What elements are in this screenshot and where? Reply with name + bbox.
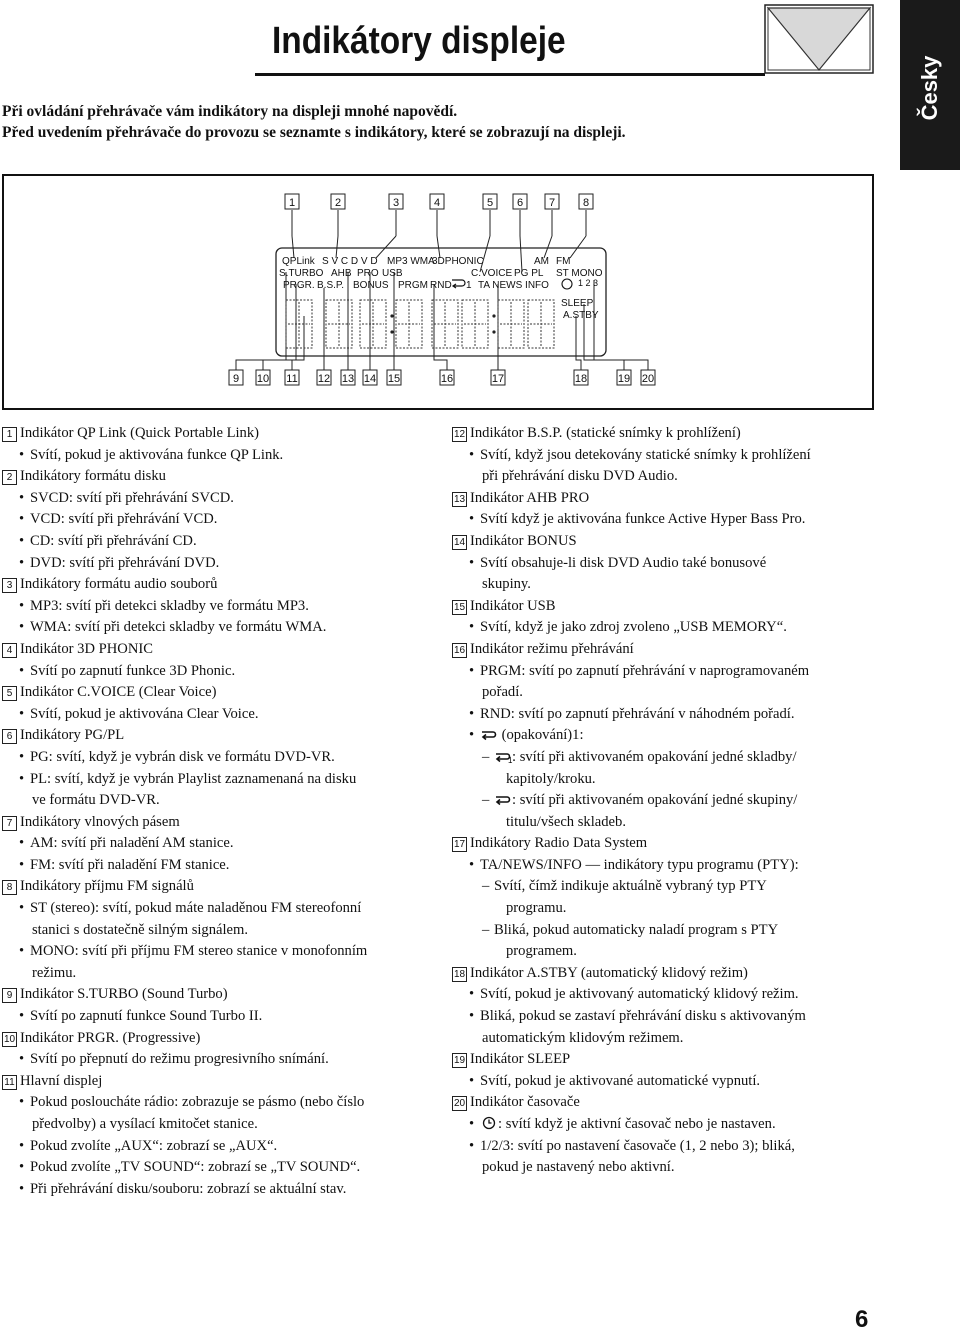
bullet-dot: •: [469, 1072, 475, 1089]
item-text: Pokud posloucháte rádio: zobrazuje se pásmo (nebo číslo: [30, 1094, 365, 1111]
bullet-item: [452, 1006, 882, 1028]
bullet-item: [452, 509, 882, 531]
item-text: ST (stereo): svítí, pokud máte naladěnou FM stereofonní: [30, 900, 362, 917]
item-text: WMA: svítí při detekci skladby ve formátu WMA.: [30, 619, 327, 636]
item-text: kapitoly/kroku.: [506, 770, 596, 787]
bullet-dot: •: [469, 1008, 475, 1025]
dash-continuation: [452, 941, 882, 963]
item-text: Indikátor S.TURBO (Sound Turbo): [20, 986, 228, 1003]
language-tab: [900, 0, 960, 170]
bullet-dot: •: [19, 748, 25, 765]
callout-number: 5: [486, 197, 494, 209]
callout-number: 16: [453, 644, 466, 656]
indicator-heading: [2, 682, 432, 704]
item-text: Svítí, když je jako zdroj zvoleno „USB MEMORY“.: [480, 619, 787, 636]
indicator-heading: [2, 984, 432, 1006]
bullet-item: [452, 553, 882, 575]
bullet-item: [2, 445, 432, 467]
callout-number: 5: [2, 686, 17, 701]
bullet-item: [2, 553, 432, 575]
bullet-dot: •: [19, 705, 25, 722]
callout-number: 7: [2, 816, 17, 831]
bullet-continuation: [452, 466, 882, 488]
bullet-item: [2, 1157, 432, 1179]
indicator-heading: [2, 574, 432, 596]
dash-item: [452, 920, 882, 942]
indicator-heading: [452, 596, 882, 618]
bullet-item: [2, 833, 432, 855]
item-text: ve formátu DVD-VR.: [32, 792, 160, 809]
dash-mark: –: [482, 792, 490, 809]
bullet-item: [452, 1114, 882, 1136]
bullet-dot: •: [19, 856, 25, 873]
bullet-item: [452, 617, 882, 639]
left-column: [2, 423, 432, 1200]
item-text: VCD: svítí při přehrávání VCD.: [30, 511, 218, 528]
dash-continuation: [452, 769, 882, 791]
bullet-dot: •: [469, 511, 475, 528]
item-text: Indikátor B.S.P. (statické snímky k prohlížení): [470, 425, 741, 441]
bullet-item: [452, 1136, 882, 1158]
indicator-heading: [2, 423, 432, 445]
item-text: Indikátor SLEEP: [470, 1051, 571, 1068]
item-text: Indikátor QP Link (Quick Portable Link): [20, 425, 259, 441]
bullet-item: [452, 704, 882, 726]
item-text: PRGM: svítí po zapnutí přehrávání v naprogramovaném: [480, 662, 810, 679]
item-text: pokud je nastavený nebo aktivní.: [482, 1159, 675, 1176]
indicator-heading: [2, 1071, 432, 1093]
bullet-continuation: [452, 574, 882, 596]
repeat-icon: [480, 727, 498, 741]
ahb-label: AHB: [331, 268, 352, 279]
item-text: Svítí, pokud je aktivována funkce QP Link.: [30, 446, 284, 463]
colon-dot: [390, 314, 393, 317]
bullet-item: [2, 704, 432, 726]
colon-dot: [492, 330, 495, 333]
callout-number: 17: [491, 373, 505, 385]
bullet-dot: •: [469, 1137, 475, 1154]
bullet-dot: •: [19, 446, 25, 463]
dash-item: [452, 876, 882, 898]
bullet-continuation: [452, 1157, 882, 1179]
bullet-dot: •: [469, 727, 475, 744]
bullet-item: [2, 898, 432, 920]
callout-number: 9: [232, 373, 240, 385]
bullet-dot: •: [19, 619, 25, 636]
rds-label: TA NEWS INFO: [478, 280, 549, 291]
colon-dot: [492, 314, 495, 317]
timer-label: 1 2 3: [578, 278, 599, 288]
bullet-item: [2, 1049, 432, 1071]
qplink-label: QPLink: [282, 256, 315, 267]
indicator-heading: [452, 531, 882, 553]
callout-number: 1: [288, 197, 296, 209]
bullet-item: [452, 725, 882, 747]
item-text: Svítí po zapnutí funkce 3D Phonic.: [30, 662, 236, 679]
bullet-dot: •: [19, 1180, 25, 1197]
item-text: TA/NEWS/INFO — indikátory typu programu (PTY):: [480, 856, 799, 873]
callout-number: 4: [433, 197, 441, 209]
callout-number: 16: [440, 373, 454, 385]
am-label: AM: [534, 256, 549, 267]
bullet-item: [452, 984, 882, 1006]
item-text: Indikátor PRGR. (Progressive): [20, 1029, 201, 1046]
bullet-dot: •: [469, 705, 475, 722]
bullet-dot: •: [469, 446, 475, 463]
indicator-heading: [452, 423, 882, 445]
item-text: Pokud zvolíte „TV SOUND“: zobrazí se „TV SOUND“.: [30, 1159, 361, 1176]
bullet-continuation: [452, 1028, 882, 1050]
display-diagram: [2, 174, 874, 410]
callout-number: 12: [453, 429, 466, 440]
indicator-heading: [2, 725, 432, 747]
bullet-item: [452, 661, 882, 683]
pg-pl-label: PG PL: [514, 268, 544, 279]
item-text: Indikátory formátu disku: [20, 468, 166, 485]
callout-number: 10: [256, 373, 270, 385]
colon-dot: [390, 330, 393, 333]
repeat-one-label: 1: [466, 280, 472, 291]
astby-label: A.STBY: [563, 310, 599, 321]
item-text: 1/2/3: svítí po nastavení časovače (1, 2 nebo 3); bliká,: [480, 1137, 795, 1154]
intro-line: Při ovládání přehrávače vám indikátory na displeji mnohé napovědí.: [2, 103, 458, 120]
bullet-dot: •: [19, 554, 25, 571]
mp3-wma-label: MP3 WMA: [387, 256, 435, 267]
callout-number: 17: [453, 839, 466, 851]
bullet-dot: •: [19, 900, 25, 917]
indicator-heading: [2, 812, 432, 834]
callout-number: 13: [453, 493, 466, 505]
item-text: Svítí po zapnutí funkce Sound Turbo II.: [30, 1008, 263, 1025]
item-text: stanici s dostatečně silným signálem.: [32, 921, 249, 938]
callout-number: 3: [392, 197, 400, 209]
item-text: Indikátory PG/PL: [20, 727, 125, 744]
callout-number: 6: [2, 729, 17, 744]
callout-number: 19: [617, 373, 631, 385]
callout-number: 4: [2, 643, 17, 658]
item-text: Indikátor 3D PHONIC: [20, 640, 153, 657]
callout-number: 2: [2, 470, 17, 485]
item-text: FM: svítí při naladění FM stanice.: [30, 856, 230, 873]
bullet-dot: •: [469, 856, 475, 873]
item-text: Bliká, pokud automaticky naladí program s PTY: [494, 921, 779, 938]
bullet-dot: •: [19, 662, 25, 679]
dash-item: [452, 790, 882, 812]
item-text: Indikátor A.STBY (automatický klidový režim): [470, 964, 748, 981]
bullet-item: [2, 747, 432, 769]
st-mono-label: ST MONO: [556, 268, 603, 279]
sturbo-label: S.TURBO: [279, 268, 324, 279]
callout-number: 9: [2, 988, 17, 1003]
intro-text: [2, 101, 872, 143]
item-text: Hlavní displej: [20, 1072, 103, 1089]
bullet-dot: •: [19, 1137, 25, 1154]
callout-number: 11: [286, 373, 298, 385]
bullet-item: [2, 617, 432, 639]
item-text: PG: svítí, když je vybrán disk ve formátu DVD-VR.: [30, 748, 335, 765]
item-text: Při přehrávání disku/souboru: zobrazí se aktuální stav.: [30, 1180, 347, 1197]
dash-mark: –: [482, 878, 490, 895]
item-text: AM: svítí při naladění AM stanice.: [30, 835, 234, 852]
corner-decoration: [764, 4, 874, 74]
language-label: Česky: [917, 55, 942, 121]
bullet-item: [2, 1136, 432, 1158]
item-text: skupiny.: [482, 576, 531, 593]
callout-number: 14: [453, 536, 466, 548]
dash-continuation: [452, 812, 882, 834]
cvoice-label: C.VOICE: [471, 268, 513, 279]
item-text: režimu.: [32, 964, 77, 981]
callout-number: 8: [582, 197, 590, 209]
callout-number: 15: [453, 601, 466, 613]
item-text: titulu/všech skladeb.: [506, 813, 626, 830]
item-text: Indikátor režimu přehrávání: [470, 640, 634, 657]
item-text: Svítí, pokud je aktivované automatické vypnutí.: [480, 1072, 761, 1089]
callout-number: 8: [2, 880, 17, 895]
indicator-heading: [452, 1049, 882, 1071]
callout-number: 18: [453, 968, 466, 980]
disc-format-label: S V C D V D: [322, 256, 378, 267]
display-diagram-svg: [4, 176, 876, 412]
bullet-item: [2, 941, 432, 963]
repeat-one-icon: [494, 749, 512, 763]
bullet-item: [2, 1006, 432, 1028]
item-text: Indikátory Radio Data System: [470, 835, 648, 852]
item-text: Indikátory formátu audio souborů: [20, 576, 218, 593]
item-text: Bliká, pokud se zastaví přehrávání disku s aktivovaným: [480, 1008, 806, 1025]
sleep-label: SLEEP: [561, 298, 594, 309]
bullet-dot: •: [19, 532, 25, 549]
rnd-label: RND: [430, 280, 452, 291]
title-underline: [255, 73, 765, 76]
page-title: Indikátory displeje: [272, 20, 566, 62]
item-text: : svítí při aktivovaném opakování jedné skladby/: [512, 748, 797, 765]
callout-number: 14: [363, 373, 377, 385]
3dphonic-label: 3DPHONIC: [432, 256, 484, 267]
bullet-continuation: [2, 790, 432, 812]
bullet-item: [2, 509, 432, 531]
pro-label: PRO: [357, 268, 379, 279]
item-text: Svítí, když jsou detekovány statické snímky k prohlížení: [480, 446, 811, 463]
callout-number: 11: [2, 1075, 17, 1090]
svg-text:1: 1: [508, 755, 513, 765]
indicator-heading: [452, 833, 882, 855]
callout-number: 3: [2, 578, 17, 593]
item-text: při přehrávání disku DVD Audio.: [482, 468, 678, 485]
bullet-continuation: [2, 963, 432, 985]
item-text: předvolby) a vysílací kmitočet stanice.: [32, 1116, 258, 1132]
bullet-item: [452, 1071, 882, 1093]
callout-number: 20: [453, 1098, 466, 1110]
repeat-icon: [494, 792, 512, 806]
dash-mark: –: [482, 748, 490, 765]
right-column: [452, 423, 882, 1179]
callout-number: 15: [387, 373, 401, 385]
intro-line: Před uvedením přehrávače do provozu se seznamte s indikátory, které se zobrazují na displeji.: [2, 124, 626, 141]
bullet-dot: •: [469, 1116, 475, 1132]
item-text: Svítí obsahuje-li disk DVD Audio také bonusové: [480, 554, 767, 571]
bullet-continuation: [2, 920, 432, 942]
item-text: pořadí.: [482, 684, 523, 701]
indicator-heading: [452, 963, 882, 985]
bullet-dot: •: [469, 554, 475, 571]
item-text: Indikátor C.VOICE (Clear Voice): [20, 684, 217, 701]
page-number: 6: [855, 1306, 869, 1333]
callout-number: 6: [516, 197, 524, 209]
callout-number: 7: [548, 197, 556, 209]
bullet-item: [2, 596, 432, 618]
item-text: automatickým klidovým režimem.: [482, 1029, 684, 1046]
bullet-dot: •: [19, 597, 25, 614]
indicator-heading: [2, 876, 432, 898]
item-text: : svítí když je aktivní časovač nebo je nastaven.: [498, 1116, 776, 1132]
fm-label: FM: [556, 256, 571, 267]
item-text: SVCD: svítí při přehrávání SVCD.: [30, 489, 234, 506]
item-text: MP3: svítí při detekci skladby ve formátu MP3.: [30, 597, 309, 614]
callout-number: 1: [2, 427, 17, 442]
item-text: PL: svítí, když je vybrán Playlist zaznamenaná na disku: [30, 770, 357, 787]
dash-item: [452, 747, 882, 769]
clock-icon: [480, 1116, 498, 1130]
indicator-heading: [452, 639, 882, 661]
item-text: programem.: [506, 943, 577, 960]
callout-number: 18: [574, 373, 588, 385]
bullet-dot: •: [469, 662, 475, 679]
dash-continuation: [452, 898, 882, 920]
bullet-item: [452, 855, 882, 877]
item-text: CD: svítí při přehrávání CD.: [30, 532, 197, 549]
bullet-item: [2, 531, 432, 553]
item-text: DVD: svítí při přehrávání DVD.: [30, 554, 220, 571]
bsp-label: B.S.P.: [317, 280, 345, 291]
bullet-continuation: [452, 682, 882, 704]
bullet-item: [2, 855, 432, 877]
callout-number: 19: [453, 1055, 466, 1067]
item-text: Svítí když je aktivována funkce Active Hyper Bass Pro.: [480, 511, 806, 528]
item-text: : svítí při aktivovaném opakování jedné skupiny/: [512, 792, 798, 809]
bullet-item: [2, 1179, 432, 1201]
indicator-heading: [452, 1092, 882, 1114]
item-text: Svítí, pokud je aktivována Clear Voice.: [30, 705, 259, 722]
indicator-heading: [2, 1028, 432, 1050]
item-text: Svítí, čímž indikuje aktuálně vybraný typ PTY: [494, 878, 767, 895]
bullet-dot: •: [469, 619, 475, 636]
bullet-continuation: [2, 1114, 432, 1136]
bullet-item: [2, 488, 432, 510]
callout-number: 20: [641, 373, 655, 385]
indicator-heading: [2, 466, 432, 488]
bullet-dot: •: [19, 835, 25, 852]
bullet-dot: •: [19, 1094, 25, 1111]
bullet-item: [2, 661, 432, 683]
item-text: RND: svítí po zapnutí přehrávání v náhodném pořadí.: [480, 705, 795, 722]
callout-number: 13: [341, 373, 355, 385]
indicator-heading: [2, 639, 432, 661]
dash-mark: –: [482, 921, 490, 938]
bullet-dot: •: [19, 943, 25, 960]
callout-number: 2: [334, 197, 342, 209]
bullet-dot: •: [469, 986, 475, 1003]
usb-label: USB: [382, 268, 403, 279]
item-text: Indikátory příjmu FM signálů: [20, 878, 194, 895]
item-text: Indikátor AHB PRO: [470, 489, 590, 506]
prgm-label: PRGM: [398, 280, 428, 291]
bonus-label: BONUS: [353, 280, 389, 291]
item-text: Svítí, pokud je aktivovaný automatický klidový režim.: [480, 986, 799, 1003]
bullet-dot: •: [19, 489, 25, 506]
item-text: Indikátory vlnových pásem: [20, 813, 180, 830]
bullet-dot: •: [19, 1159, 25, 1176]
item-text: Indikátor časovače: [470, 1094, 580, 1111]
bullet-dot: •: [19, 770, 25, 787]
callout-number: 12: [317, 373, 331, 385]
prgr-label: PRGR.: [283, 280, 315, 291]
item-text: Svítí po přepnutí do režimu progresivního snímání.: [30, 1051, 329, 1068]
item-text: programu.: [506, 900, 567, 917]
bullet-dot: •: [19, 511, 25, 528]
bullet-dot: •: [19, 1051, 25, 1068]
item-text: Indikátor USB: [470, 597, 556, 614]
bullet-item: [452, 445, 882, 467]
item-text: Pokud zvolíte „AUX“: zobrazí se „AUX“.: [30, 1137, 278, 1154]
item-text: MONO: svítí při příjmu FM stereo stanice v monofonním: [30, 943, 368, 960]
bullet-item: [2, 769, 432, 791]
bullet-dot: •: [19, 1008, 25, 1025]
item-text: (opakování)1:: [498, 727, 584, 744]
item-text: Indikátor BONUS: [470, 532, 577, 549]
bullet-item: [2, 1092, 432, 1114]
indicator-heading: [452, 488, 882, 510]
callout-number: 10: [3, 1033, 16, 1045]
